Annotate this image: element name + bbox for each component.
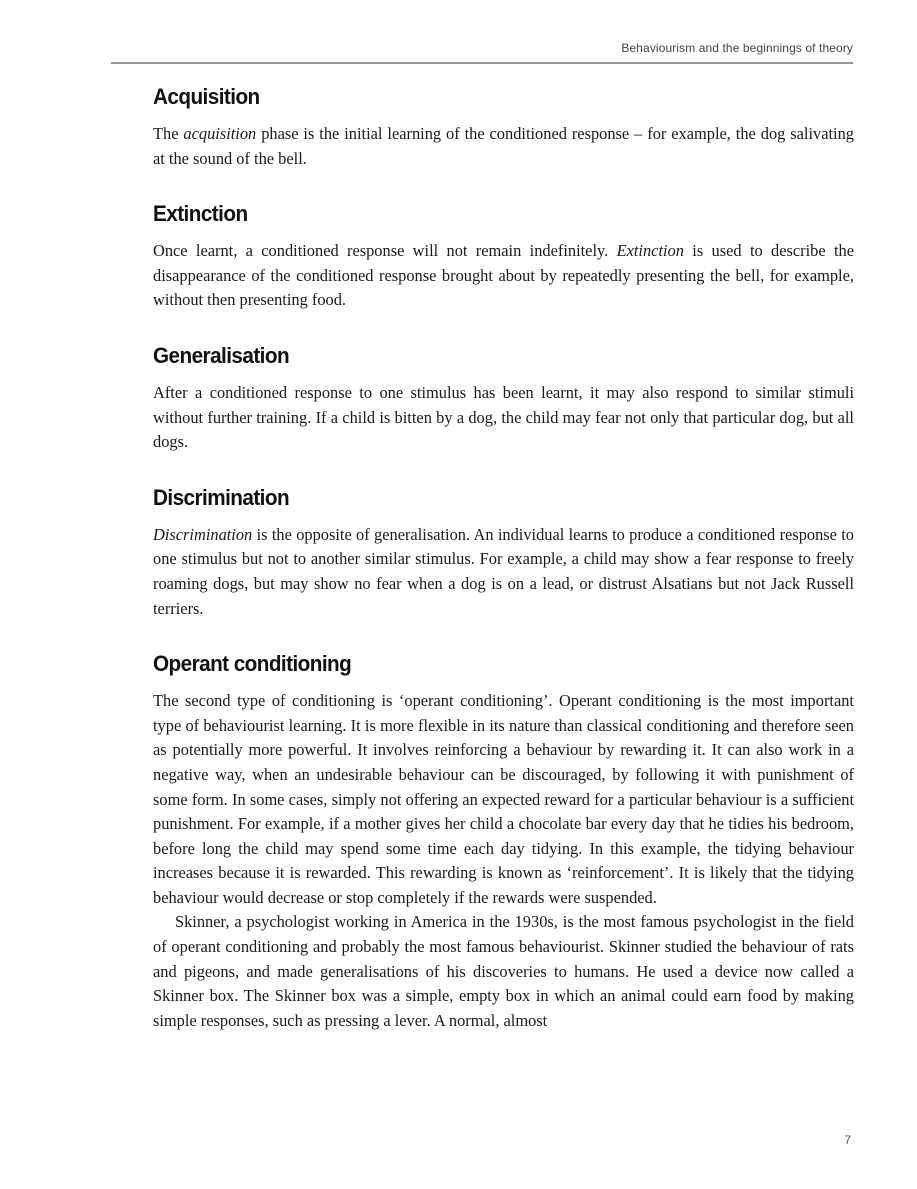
section-operant-conditioning [153,651,854,1033]
text-run: Once learnt, a conditioned response will not remain indefinitely. [153,241,617,261]
paragraph-extinction [153,239,854,313]
paragraph-acquisition [153,122,854,171]
section-generalisation [153,343,854,455]
paragraph-operant-1: The second type of conditioning is ‘operant conditioning’. Operant conditioning is the most important type of behaviourist learning. It is more flexible in its nature than classical conditioning and therefore seen as potentially more powerful. It involves reinforcing a behaviour by rewarding it. It can also work in a negative way, when an undesirable behaviour can be discouraged, by following it with punishment of some form. In some cases, simply not offering an expected reward for a particular behaviour is a sufficient punishment. For example, if a mother gives her child a chocolate bar every day that he tidies his bedroom, before long the child may spend some time each day tidying. In this example, the tidying behaviour increases because it is rewarded. This rewarding is known as ‘reinforcement’. It is likely that the tidying behaviour would decrease or stop completely if the rewards were suspended. [153,691,854,907]
emphasis-term: Discrimination [153,524,253,544]
heading-extinction: Extinction [153,201,248,227]
section-discrimination [153,485,854,621]
heading-generalisation: Generalisation [153,342,290,368]
emphasis-term: acquisition [183,124,257,143]
text-run: is used to describe the disappearance of the conditioned response brought about by repeatedly presenting the bell, for example, without then presenting food. [153,241,854,310]
text-run: is the opposite of generalisation. An individual learns to produce a conditioned response to one stimulus but not to another similar stimulus. For example, a child may show a fear response to freely roaming dogs, but may show no fear when a dog is on a lead, or distrust Alsatians but not Jack Russell terriers. [153,524,854,618]
text-run: The [153,124,184,143]
paragraph-operant-2: Skinner, a psychologist working in America in the 1930s, is the most famous psychologist in the field of operant conditioning and probably the most famous behaviourist. Skinner studied the behaviour of rats and pigeons, and made generalisations of his discoveries to humans. He used a device now called a Skinner box. The Skinner box was a simple, empty box in which an animal could earn food by making simple responses, such as pressing a lever. A normal, almost [153,912,854,1030]
paragraph-discrimination [153,523,854,621]
section-extinction [153,201,854,313]
heading-discrimination: Discrimination [153,484,290,510]
heading-operant-conditioning: Operant conditioning [153,651,352,677]
page-content [153,84,854,1033]
running-head: Behaviourism and the beginnings of theory [621,41,853,55]
heading-acquisition: Acquisition [153,84,260,109]
text-run: phase is the initial learning of the conditioned response – for example, the dog salivating at the sound of the bell. [153,124,854,168]
paragraph-generalisation: After a conditioned response to one stimulus has been learnt, it may also respond to similar stimuli without further training. If a child is bitten by a dog, the child may fear not only that particular dog, but all dogs. [153,382,854,452]
page-number: 7 [844,1133,851,1147]
header-rule [111,62,853,64]
emphasis-term: Extinction [616,241,684,261]
section-acquisition [153,84,854,171]
